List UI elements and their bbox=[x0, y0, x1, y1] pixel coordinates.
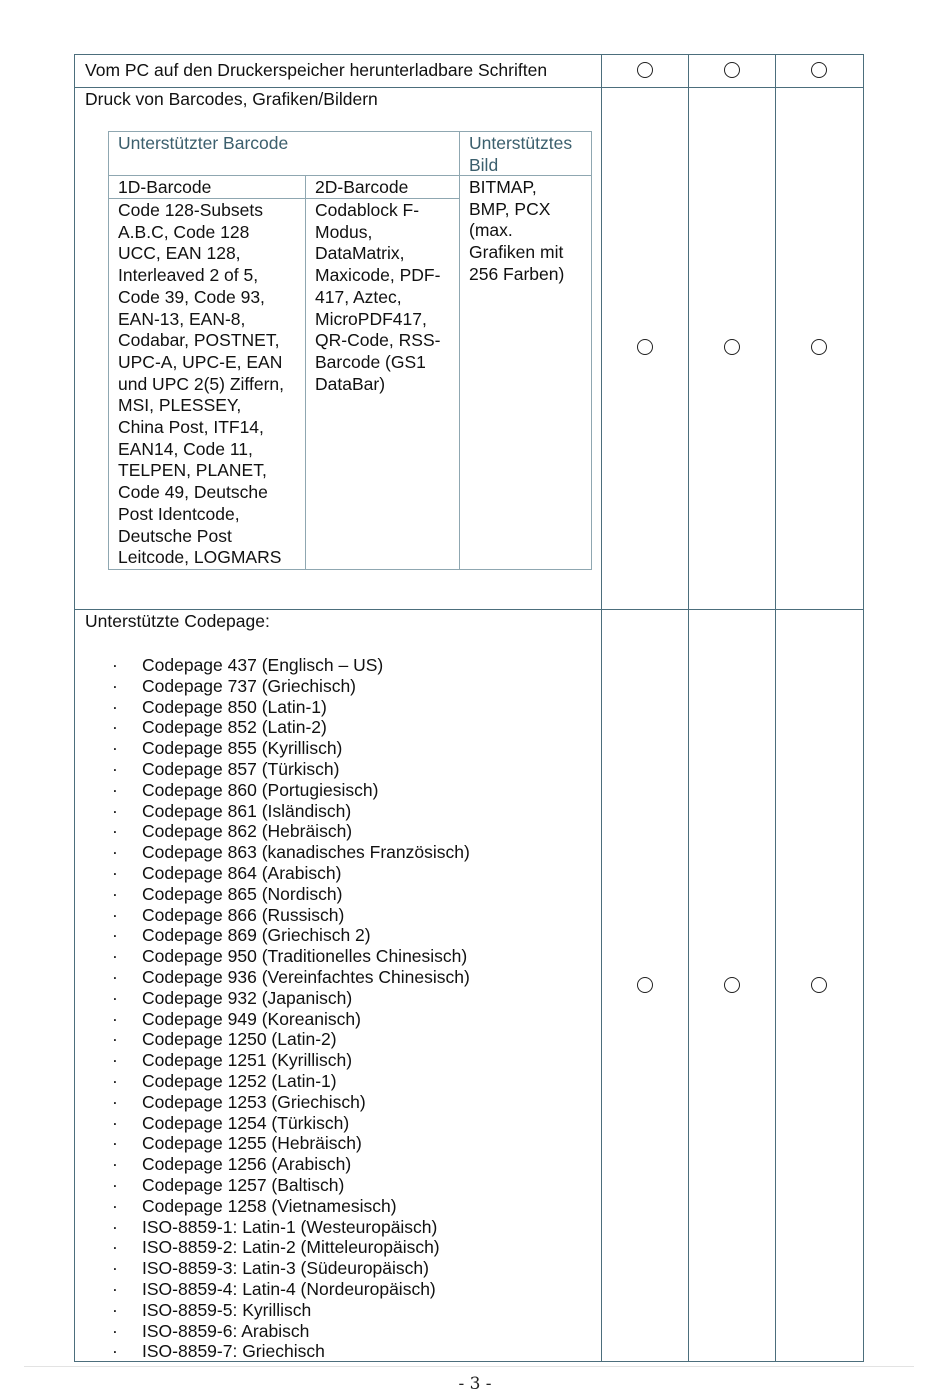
codepage-label: ISO-8859-5: Kyrillisch bbox=[142, 1299, 312, 1320]
bullet-icon: · bbox=[112, 925, 118, 946]
bullet-icon: · bbox=[112, 1258, 118, 1279]
circle-mark-icon bbox=[724, 977, 740, 993]
bullet-icon: · bbox=[112, 1320, 118, 1341]
codepage-label: Codepage 1256 (Arabisch) bbox=[142, 1154, 352, 1175]
codepage-label: Codepage 1254 (Türkisch) bbox=[142, 1112, 350, 1133]
codepage-label: ISO-8859-4: Latin-4 (Nordeuropäisch) bbox=[142, 1278, 436, 1299]
codepage-label: Codepage 869 (Griechisch 2) bbox=[142, 925, 371, 946]
codepage-label: Codepage 1251 (Kyrillisch) bbox=[142, 1050, 353, 1071]
codepage-label: Codepage 1257 (Baltisch) bbox=[142, 1174, 345, 1195]
codepage-label: Codepage 866 (Russisch) bbox=[142, 904, 345, 925]
circle-mark-icon bbox=[724, 339, 740, 355]
codepage-label: ISO-8859-2: Latin-2 (Mitteleuropäisch) bbox=[142, 1237, 440, 1258]
circle-mark-icon bbox=[724, 62, 740, 78]
codepage-label: Codepage 932 (Japanisch) bbox=[142, 987, 353, 1008]
circle-mark-icon bbox=[637, 62, 653, 78]
codepage-label: Codepage 857 (Türkisch) bbox=[142, 758, 340, 779]
row-divider bbox=[74, 87, 864, 88]
bullet-icon: · bbox=[112, 1278, 118, 1299]
codepage-label: Codepage 1252 (Latin-1) bbox=[142, 1070, 337, 1091]
circle-mark-icon bbox=[811, 62, 827, 78]
bullet-icon: · bbox=[112, 883, 118, 904]
codepage-label: Codepage 1253 (Griechisch) bbox=[142, 1091, 366, 1112]
codepage-label: Codepage 1250 (Latin-2) bbox=[142, 1029, 337, 1050]
bullet-icon: · bbox=[112, 1133, 118, 1154]
row-label-codepages: Unterstützte Codepage: bbox=[85, 611, 270, 631]
page-number: - 3 - bbox=[458, 1374, 492, 1394]
bullet-icon: · bbox=[112, 1112, 118, 1133]
bullet-icon: · bbox=[112, 1174, 118, 1195]
codepage-label: ISO-8859-1: Latin-1 (Westeuropäisch) bbox=[142, 1216, 438, 1237]
codepage-label: Codepage 863 (kanadisches Französisch) bbox=[142, 842, 470, 863]
col-2d-header: 2D-Barcode bbox=[315, 177, 409, 197]
codepage-label: Codepage 862 (Hebräisch) bbox=[142, 821, 353, 842]
bullet-icon: · bbox=[112, 758, 118, 779]
bullet-icon: · bbox=[112, 1008, 118, 1029]
codepage-label: Codepage 861 (Isländisch) bbox=[142, 800, 352, 821]
bullet-icon: · bbox=[112, 1237, 118, 1258]
bullet-icon: · bbox=[112, 1070, 118, 1091]
bullet-icon: · bbox=[112, 1299, 118, 1320]
bullet-icon: · bbox=[112, 1091, 118, 1112]
bullet-icon: · bbox=[112, 655, 118, 675]
bullet-icon: · bbox=[112, 696, 118, 717]
bullet-icon: · bbox=[112, 1050, 118, 1071]
codepage-label: ISO-8859-7: Griechisch bbox=[142, 1341, 325, 1362]
bullet-icon: · bbox=[112, 1195, 118, 1216]
codepage-label: ISO-8859-6: Arabisch bbox=[142, 1320, 310, 1341]
image-header: Unterstütztes Bild bbox=[469, 133, 573, 175]
codepage-label: Codepage 737 (Griechisch) bbox=[142, 675, 357, 696]
barcode-table-divider bbox=[305, 175, 306, 570]
row-divider bbox=[74, 609, 864, 610]
circle-mark-icon bbox=[637, 339, 653, 355]
bullet-icon: · bbox=[112, 842, 118, 863]
codepage-label: Codepage 850 (Latin-1) bbox=[142, 696, 327, 717]
codepage-label: Codepage 950 (Traditionelles Chinesisch) bbox=[142, 946, 468, 967]
bullet-icon: · bbox=[112, 946, 118, 967]
col-1d-header: 1D-Barcode bbox=[118, 177, 212, 197]
circle-mark-icon bbox=[637, 977, 653, 993]
codepage-label: Codepage 437 (Englisch – US) bbox=[142, 655, 384, 675]
bullet-icon: · bbox=[112, 987, 118, 1008]
codepage-label: Codepage 1255 (Hebräisch) bbox=[142, 1133, 362, 1154]
barcode-2d-list: Codablock F- Modus, DataMatrix, Maxicode, PDF- 417, Aztec, MicroPDF417, QR-Code, RSS- Barcode (GS1 DataBar) bbox=[315, 200, 441, 394]
codepage-label: Codepage 949 (Koreanisch) bbox=[142, 1008, 361, 1029]
barcode-header: Unterstützter Barcode bbox=[118, 133, 289, 153]
image-formats: BITMAP, BMP, PCX (max. Grafiken mit 256 Farben) bbox=[469, 177, 565, 284]
barcode-table-divider bbox=[459, 131, 460, 570]
bullet-icon: · bbox=[112, 1154, 118, 1175]
bullet-icon: · bbox=[112, 1341, 118, 1362]
codepage-label: ISO-8859-3: Latin-3 (Südeuropäisch) bbox=[142, 1258, 429, 1279]
bullet-icon: · bbox=[112, 779, 118, 800]
bullet-icon: · bbox=[112, 800, 118, 821]
bullet-icon: · bbox=[112, 738, 118, 759]
bullet-icon: · bbox=[112, 1029, 118, 1050]
codepage-label: Codepage 1258 (Vietnamesisch) bbox=[142, 1195, 397, 1216]
bullet-icon: · bbox=[112, 966, 118, 987]
column-divider bbox=[688, 54, 689, 1362]
codepage-label: Codepage 936 (Vereinfachtes Chinesisch) bbox=[142, 966, 470, 987]
bullet-icon: · bbox=[112, 717, 118, 738]
codepage-label: Codepage 860 (Portugiesisch) bbox=[142, 779, 379, 800]
row-label-fonts: Vom PC auf den Druckerspeicher herunterladbare Schriften bbox=[85, 60, 548, 80]
bullet-icon: · bbox=[112, 821, 118, 842]
codepage-label: Codepage 865 (Nordisch) bbox=[142, 883, 343, 904]
bullet-icon: · bbox=[112, 904, 118, 925]
footer-divider bbox=[24, 1366, 914, 1367]
bullet-icon: · bbox=[112, 1216, 118, 1237]
bullet-icon: · bbox=[112, 675, 118, 696]
row-label-barcodes: Druck von Barcodes, Grafiken/Bildern bbox=[85, 89, 378, 109]
codepage-label: Codepage 852 (Latin-2) bbox=[142, 717, 327, 738]
circle-mark-icon bbox=[811, 977, 827, 993]
bullet-icon: · bbox=[112, 862, 118, 883]
circle-mark-icon bbox=[811, 339, 827, 355]
column-divider bbox=[775, 54, 776, 1362]
codepage-label: Codepage 864 (Arabisch) bbox=[142, 862, 342, 883]
codepage-label: Codepage 855 (Kyrillisch) bbox=[142, 738, 343, 759]
column-divider bbox=[601, 54, 602, 1362]
barcode-1d-list: Code 128-Subsets A.B.C, Code 128 UCC, EAN 128, Interleaved 2 of 5, Code 39, Code 93, EAN-13, EAN-8, Codabar, POSTNET, UPC-A, UPC-E, EAN und UPC 2(5) Ziffern, MSI, PLESSEY, China Post, ITF14, EAN14, Code 11, TELPEN, PLANET, Code 49, Deutsche Post Identcode, Deutsche Post Leitcode, LOGMARS bbox=[118, 200, 284, 568]
